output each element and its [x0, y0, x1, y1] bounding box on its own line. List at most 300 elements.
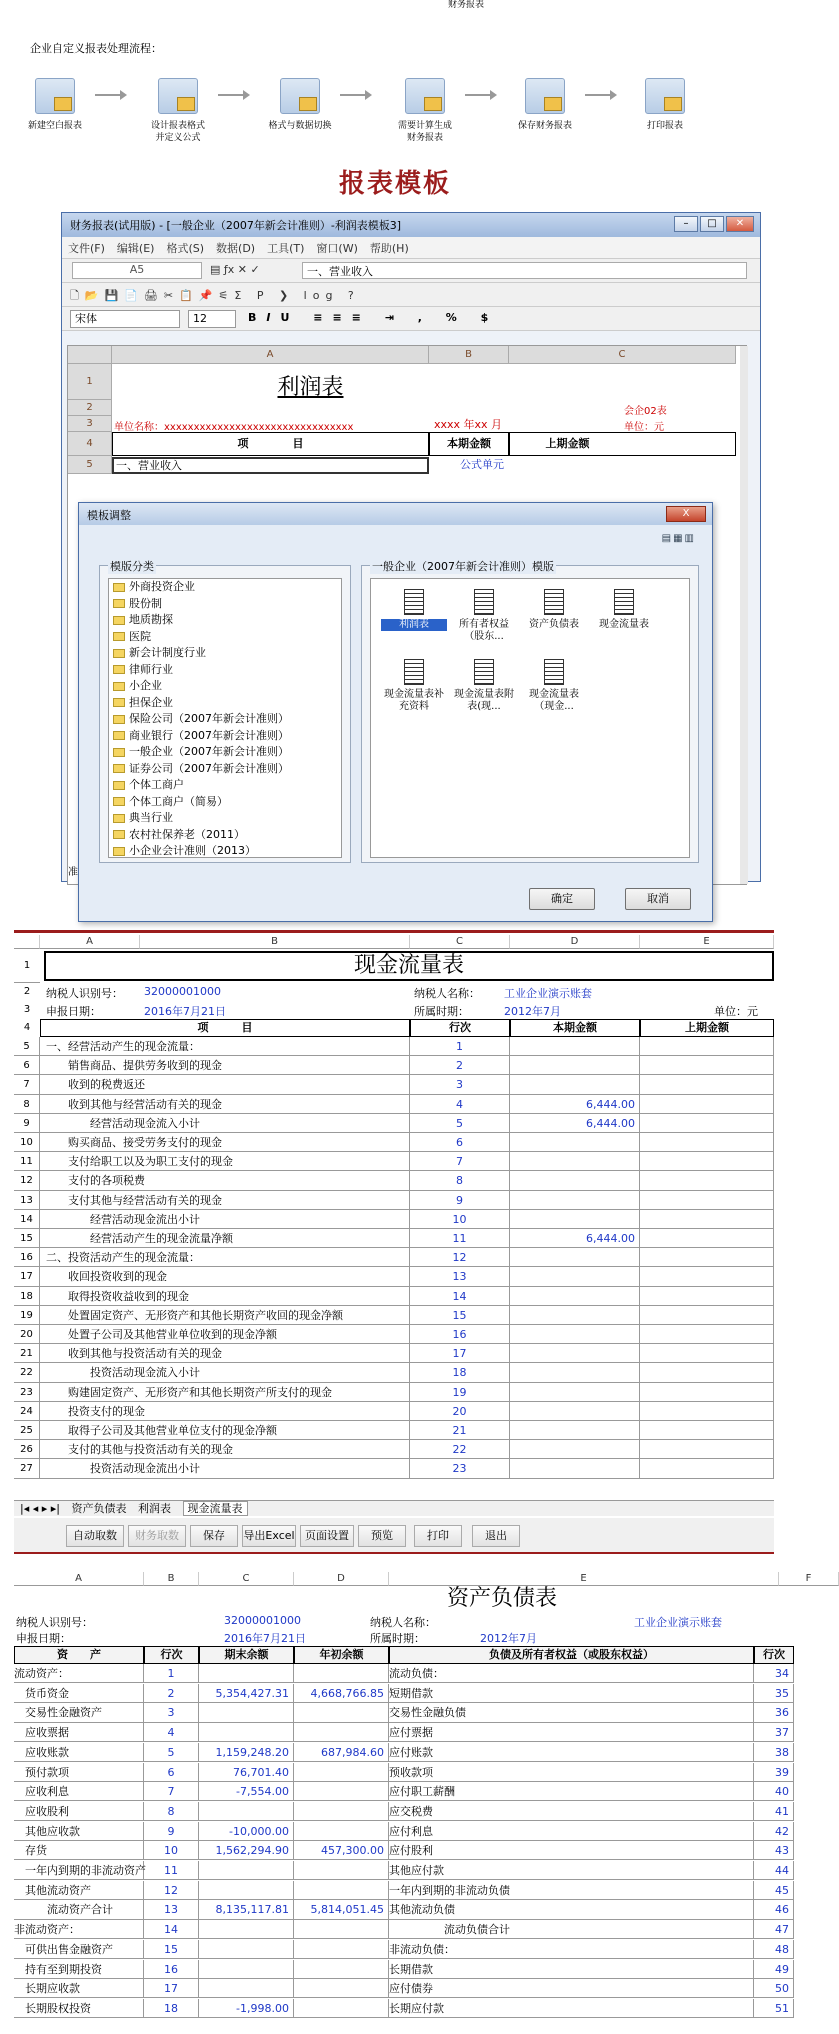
col-header[interactable]: F	[779, 1572, 839, 1586]
prev-cell[interactable]	[640, 1210, 774, 1229]
table-row	[14, 1325, 774, 1344]
balance-cell[interactable]: 16	[144, 1960, 199, 1979]
line-cell[interactable]: 13	[410, 1267, 510, 1286]
line-cell[interactable]: 10	[410, 1210, 510, 1229]
balance-cell[interactable]: 可供出售金融资产	[14, 1940, 144, 1959]
prev-cell[interactable]	[640, 1306, 774, 1325]
balance-cell[interactable]: 4	[144, 1723, 199, 1742]
line-cell[interactable]: 12	[410, 1248, 510, 1267]
category-item[interactable]	[109, 711, 341, 728]
category-label: 模版分类	[110, 560, 154, 573]
fetch-finance-button[interactable]: 财务取数	[128, 1525, 186, 1547]
current-cell[interactable]	[510, 1075, 640, 1094]
cell-reference[interactable]: A5	[72, 262, 202, 279]
line-cell[interactable]: 5	[410, 1114, 510, 1133]
menu-item[interactable]: 工具(T)	[267, 242, 305, 255]
category-item[interactable]	[109, 794, 341, 811]
prev-cell[interactable]	[640, 1095, 774, 1114]
balance-cell[interactable]: 流动负债合计	[389, 1920, 754, 1939]
menu-item[interactable]: 文件(F)	[68, 242, 105, 255]
dialog-close-button[interactable]: X	[666, 506, 706, 522]
balance-cell[interactable]: 6	[144, 1763, 199, 1782]
line-cell[interactable]: 7	[410, 1152, 510, 1171]
balance-cell[interactable]	[199, 1960, 294, 1979]
row-header: 26	[14, 1440, 40, 1459]
tab-cashflow[interactable]: 现金流量表	[183, 1501, 248, 1516]
balance-cell[interactable]: 5,814,051.45	[294, 1900, 389, 1919]
balance-cell[interactable]: 交易性金融负债	[389, 1703, 754, 1722]
balance-cell[interactable]: 51	[754, 1999, 794, 2018]
balance-cell[interactable]: 非流动资产：	[14, 1920, 144, 1939]
balance-cell[interactable]: 其他应收款	[14, 1822, 144, 1841]
template-item[interactable]	[451, 589, 517, 643]
line-cell[interactable]: 20	[410, 1402, 510, 1421]
balance-cell[interactable]: 18	[144, 1999, 199, 2018]
prev-cell[interactable]	[640, 1325, 774, 1344]
category-item[interactable]	[109, 579, 341, 596]
prev-cell[interactable]	[640, 1133, 774, 1152]
balance-cell[interactable]: 12	[144, 1881, 199, 1900]
balance-cell[interactable]: 存货	[14, 1841, 144, 1860]
balance-cell[interactable]: 应付票据	[389, 1723, 754, 1742]
balance-cell[interactable]: 44	[754, 1861, 794, 1880]
menu-item[interactable]: 格式(S)	[166, 242, 205, 255]
formula-input[interactable]: 一、营业收入	[302, 262, 747, 279]
balance-cell[interactable]: 货币资金	[14, 1684, 144, 1703]
balance-cell[interactable]	[294, 1940, 389, 1959]
current-cell[interactable]: 6,444.00	[510, 1229, 640, 1248]
balance-cell[interactable]: 15	[144, 1940, 199, 1959]
current-cell[interactable]	[510, 1267, 640, 1286]
item-cell[interactable]: 支付的其他与投资活动有关的现金	[40, 1440, 410, 1459]
category-item[interactable]	[109, 678, 341, 695]
balance-cell[interactable]: 457,300.00	[294, 1841, 389, 1860]
line-cell[interactable]: 18	[410, 1363, 510, 1382]
prev-cell[interactable]	[640, 1171, 774, 1190]
balance-cell[interactable]: -10,000.00	[199, 1822, 294, 1841]
line-cell[interactable]: 21	[410, 1421, 510, 1440]
balance-cell[interactable]: 34	[754, 1664, 794, 1683]
menu-item[interactable]: 帮助(H)	[369, 242, 409, 255]
item-cell[interactable]: 经营活动现金流入小计	[40, 1114, 410, 1133]
current-cell[interactable]	[510, 1248, 640, 1267]
balance-cell[interactable]	[294, 1999, 389, 2018]
item-cell[interactable]: 二、投资活动产生的现金流量：	[40, 1248, 410, 1267]
item-cell[interactable]: 支付给职工以及为职工支付的现金	[40, 1152, 410, 1171]
current-cell[interactable]	[510, 1171, 640, 1190]
col-header[interactable]: D	[294, 1572, 389, 1586]
formula-icons[interactable]: ▤ ƒx ✕ ✓	[210, 263, 260, 276]
tab-profit[interactable]: 利润表	[138, 1502, 171, 1515]
current-cell[interactable]	[510, 1191, 640, 1210]
balance-cell[interactable]	[199, 1979, 294, 1998]
table-row	[14, 1440, 774, 1459]
category-item[interactable]	[109, 662, 341, 679]
style-buttons[interactable]: BIU ≡≡≡ ⇥ , % $	[248, 311, 499, 324]
balance-cell[interactable]: 17	[144, 1979, 199, 1998]
line-cell[interactable]: 11	[410, 1229, 510, 1248]
col-header[interactable]: A	[40, 935, 140, 949]
balance-cell[interactable]: 10	[144, 1841, 199, 1860]
document-icon	[544, 589, 564, 615]
col-header[interactable]: A	[14, 1572, 144, 1586]
current-cell[interactable]	[510, 1440, 640, 1459]
prev-cell[interactable]	[640, 1191, 774, 1210]
balance-cell[interactable]	[294, 1703, 389, 1722]
cancel-button[interactable]: 取消	[625, 888, 691, 910]
current-cell[interactable]	[510, 1037, 640, 1056]
balance-cell[interactable]: -7,554.00	[199, 1782, 294, 1801]
balance-cell[interactable]	[294, 1979, 389, 1998]
col-header[interactable]: C	[410, 935, 510, 949]
current-cell[interactable]	[510, 1325, 640, 1344]
taxpayer-id: 32000001000	[224, 1614, 301, 1627]
prev-cell[interactable]	[640, 1267, 774, 1286]
item-cell[interactable]: 经营活动产生的现金流量净额	[40, 1229, 410, 1248]
balance-cell[interactable]: 8,135,117.81	[199, 1900, 294, 1919]
unit-label: 单位：元	[624, 422, 664, 433]
balance-cell[interactable]: 应付职工薪酬	[389, 1782, 754, 1801]
balance-cell[interactable]: 应付股利	[389, 1841, 754, 1860]
prev-cell[interactable]	[640, 1440, 774, 1459]
balance-cell[interactable]: 一年内到期的非流动负债	[389, 1881, 754, 1900]
col-header[interactable]: E	[640, 935, 774, 949]
balance-cell[interactable]: 短期借款	[389, 1684, 754, 1703]
category-item[interactable]	[109, 645, 341, 662]
current-cell[interactable]	[510, 1383, 640, 1402]
item-cell[interactable]: 经营活动现金流出小计	[40, 1210, 410, 1229]
item-cell[interactable]: 支付的各项税费	[40, 1171, 410, 1190]
template-item[interactable]	[591, 589, 657, 631]
balance-cell[interactable]: 50	[754, 1979, 794, 1998]
balance-cell[interactable]	[199, 1861, 294, 1880]
prev-cell[interactable]	[640, 1383, 774, 1402]
item-cell[interactable]: 销售商品、提供劳务收到的现金	[40, 1056, 410, 1075]
category-item[interactable]	[109, 827, 341, 844]
line-cell[interactable]: 23	[410, 1459, 510, 1478]
balance-cell[interactable]	[199, 1703, 294, 1722]
balance-cell[interactable]: 37	[754, 1723, 794, 1742]
line-cell[interactable]: 4	[410, 1095, 510, 1114]
vertical-scrollbar[interactable]	[740, 346, 748, 884]
balance-cell[interactable]: 5,354,427.31	[199, 1684, 294, 1703]
balance-cell[interactable]: 长期股权投资	[14, 1999, 144, 2018]
line-cell[interactable]: 1	[410, 1037, 510, 1056]
menu-item[interactable]: 窗口(W)	[316, 242, 358, 255]
tab-nav-icons[interactable]: |◂ ◂ ▸ ▸|	[20, 1502, 60, 1515]
category-item[interactable]	[109, 728, 341, 745]
current-cell[interactable]	[510, 1306, 640, 1325]
line-cell[interactable]: 14	[410, 1287, 510, 1306]
maximize-button[interactable]: □	[700, 216, 724, 232]
balance-cell[interactable]: 76,701.40	[199, 1763, 294, 1782]
balance-cell[interactable]: 应收账款	[14, 1743, 144, 1762]
prev-cell[interactable]	[640, 1114, 774, 1133]
template-group	[361, 560, 699, 863]
balance-cell[interactable]: 非流动负债：	[389, 1940, 754, 1959]
balance-cell[interactable]	[294, 1861, 389, 1880]
balance-cell[interactable]: 7	[144, 1782, 199, 1801]
balance-cell[interactable]: 长期借款	[389, 1960, 754, 1979]
action-button[interactable]: 打印	[414, 1525, 462, 1547]
item-cell[interactable]: 收到的税费返还	[40, 1075, 410, 1094]
unit-label: 单位：元	[714, 1005, 758, 1018]
balance-cell[interactable]: 1,562,294.90	[199, 1841, 294, 1860]
balance-cell[interactable]: 46	[754, 1900, 794, 1919]
category-item[interactable]	[109, 629, 341, 646]
current-cell[interactable]	[510, 1421, 640, 1440]
balance-cell[interactable]: 1,159,248.20	[199, 1743, 294, 1762]
balance-cell[interactable]: 3	[144, 1703, 199, 1722]
menu-item[interactable]: 编辑(E)	[116, 242, 155, 255]
balance-cell[interactable]: 应付账款	[389, 1743, 754, 1762]
balance-cell[interactable]: 应付债券	[389, 1979, 754, 1998]
balance-cell[interactable]	[199, 1802, 294, 1821]
balance-cell[interactable]: 5	[144, 1743, 199, 1762]
category-item[interactable]	[109, 810, 341, 827]
balance-cell[interactable]	[294, 1920, 389, 1939]
balance-cell[interactable]	[294, 1822, 389, 1841]
prev-cell[interactable]	[640, 1248, 774, 1267]
current-cell[interactable]	[510, 1402, 640, 1421]
prev-cell[interactable]	[640, 1402, 774, 1421]
template-item[interactable]	[521, 659, 587, 713]
line-cell[interactable]: 22	[410, 1440, 510, 1459]
balance-cell[interactable]: 41	[754, 1802, 794, 1821]
category-label: 农村社保养老（2011）	[129, 827, 245, 841]
balance-cell[interactable]: 43	[754, 1841, 794, 1860]
item-cell[interactable]: 投资支付的现金	[40, 1402, 410, 1421]
balance-cell[interactable]: 2	[144, 1684, 199, 1703]
balance-cell[interactable]: 13	[144, 1900, 199, 1919]
category-item[interactable]	[109, 596, 341, 613]
action-button[interactable]: 预览	[358, 1525, 406, 1547]
item-cell[interactable]: 取得投资收益收到的现金	[40, 1287, 410, 1306]
balance-cell[interactable]: 687,984.60	[294, 1743, 389, 1762]
balance-cell[interactable]: 预付款项	[14, 1763, 144, 1782]
balance-cell[interactable]: 11	[144, 1861, 199, 1880]
current-cell[interactable]	[510, 1344, 640, 1363]
balance-cell[interactable]: 预收款项	[389, 1763, 754, 1782]
table-row	[14, 1900, 790, 1919]
balance-cell[interactable]: 9	[144, 1822, 199, 1841]
menu-item[interactable]: 数据(D)	[216, 242, 256, 255]
item-cell[interactable]: 收到其他与投资活动有关的现金	[40, 1344, 410, 1363]
item-cell[interactable]: 收到其他与经营活动有关的现金	[40, 1095, 410, 1114]
template-item[interactable]	[451, 659, 517, 713]
current-cell[interactable]: 6,444.00	[510, 1114, 640, 1133]
formula-cell[interactable]: 公式单元	[460, 458, 504, 471]
minimize-button[interactable]: –	[674, 216, 698, 232]
line-cell[interactable]: 16	[410, 1325, 510, 1344]
balance-cell[interactable]: 交易性金融资产	[14, 1703, 144, 1722]
template-item[interactable]	[521, 589, 587, 631]
balance-cell[interactable]	[199, 1881, 294, 1900]
col-header[interactable]: C	[199, 1572, 294, 1586]
balance-cell[interactable]: 其他应付款	[389, 1861, 754, 1880]
action-button[interactable]: 保存	[190, 1525, 238, 1547]
balance-cell[interactable]: 14	[144, 1920, 199, 1939]
col-header[interactable]: B	[144, 1572, 199, 1586]
line-cell[interactable]: 3	[410, 1075, 510, 1094]
balance-cell[interactable]: -1,998.00	[199, 1999, 294, 2018]
prev-cell[interactable]	[640, 1287, 774, 1306]
balance-cell[interactable]: 8	[144, 1802, 199, 1821]
balance-cell[interactable]	[294, 1664, 389, 1683]
line-cell[interactable]: 17	[410, 1344, 510, 1363]
prev-cell[interactable]	[640, 1459, 774, 1478]
balance-cell[interactable]: 流动资产：	[14, 1664, 144, 1683]
balance-cell[interactable]: 应收股利	[14, 1802, 144, 1821]
current-cell[interactable]	[510, 1459, 640, 1478]
balance-cell[interactable]: 1	[144, 1664, 199, 1683]
item-cell[interactable]: 处置固定资产、无形资产和其他长期资产收回的现金净额	[40, 1306, 410, 1325]
balance-cell[interactable]: 一年内到期的非流动资产	[14, 1861, 144, 1880]
row-header: 12	[14, 1171, 40, 1190]
item-cell[interactable]: 购买商品、接受劳务支付的现金	[40, 1133, 410, 1152]
balance-cell[interactable]: 流动资产合计	[14, 1900, 144, 1919]
selected-cell[interactable]: 一、营业收入	[112, 457, 429, 474]
template-list[interactable]	[370, 578, 690, 858]
balance-cell[interactable]	[294, 1782, 389, 1801]
balance-cell[interactable]	[294, 1802, 389, 1821]
balance-cell[interactable]: 45	[754, 1881, 794, 1900]
balance-cell[interactable]: 47	[754, 1920, 794, 1939]
category-list[interactable]	[108, 578, 342, 858]
col-header[interactable]: A	[112, 346, 429, 364]
item-cell[interactable]: 取得子公司及其他营业单位支付的现金净额	[40, 1421, 410, 1440]
folder-icon	[113, 764, 125, 773]
current-cell[interactable]	[510, 1133, 640, 1152]
col-header[interactable]: D	[510, 935, 640, 949]
line-cell[interactable]: 19	[410, 1383, 510, 1402]
col-header[interactable]: B	[140, 935, 410, 949]
view-mode-icons[interactable]: ▤▦▥	[661, 533, 696, 544]
template-item[interactable]	[381, 659, 447, 713]
balance-cell[interactable]	[294, 1881, 389, 1900]
balance-cell[interactable]: 38	[754, 1743, 794, 1762]
category-item[interactable]	[109, 744, 341, 761]
balance-cell[interactable]: 应交税费	[389, 1802, 754, 1821]
flow-step-icon	[405, 78, 445, 114]
action-button[interactable]: 页面设置	[300, 1525, 354, 1547]
row-header[interactable]: 1	[68, 364, 112, 400]
current-cell[interactable]	[510, 1287, 640, 1306]
balance-cell[interactable]	[199, 1940, 294, 1959]
balance-cell[interactable]: 长期应付款	[389, 1999, 754, 2018]
balance-cell[interactable]: 长期应收款	[14, 1979, 144, 1998]
row-header[interactable]: 3	[68, 416, 112, 432]
balance-cell[interactable]	[199, 1664, 294, 1683]
row-header: 2	[23, 986, 31, 997]
col-header[interactable]: E	[389, 1572, 779, 1586]
prev-cell[interactable]	[640, 1075, 774, 1094]
size-select[interactable]: 12	[188, 310, 236, 328]
action-button[interactable]: 导出Excel	[242, 1525, 296, 1547]
action-button[interactable]: 退出	[472, 1525, 520, 1547]
prev-cell[interactable]	[640, 1152, 774, 1171]
balance-cell[interactable]: 40	[754, 1782, 794, 1801]
tab-balance[interactable]: 资产负债表	[71, 1502, 127, 1515]
balance-cell[interactable]: 39	[754, 1763, 794, 1782]
line-cell[interactable]: 2	[410, 1056, 510, 1075]
balance-cell[interactable]: 应收利息	[14, 1782, 144, 1801]
balance-cell[interactable]: 49	[754, 1960, 794, 1979]
balance-cell[interactable]	[199, 1920, 294, 1939]
col-header[interactable]: B	[429, 346, 509, 364]
current-cell[interactable]	[510, 1152, 640, 1171]
row-header: 7	[14, 1075, 40, 1094]
category-item[interactable]	[109, 695, 341, 712]
row-header[interactable]: 5	[68, 456, 112, 474]
row-header[interactable]: 2	[68, 400, 112, 416]
balance-cell[interactable]: 其他流动负债	[389, 1900, 754, 1919]
balance-cell[interactable]: 36	[754, 1703, 794, 1722]
prev-cell[interactable]	[640, 1229, 774, 1248]
category-item[interactable]	[109, 777, 341, 794]
item-cell[interactable]: 投资活动现金流入小计	[40, 1363, 410, 1382]
balance-cell[interactable]: 42	[754, 1822, 794, 1841]
prev-cell[interactable]	[640, 1056, 774, 1075]
prev-cell[interactable]	[640, 1363, 774, 1382]
balance-cell[interactable]: 35	[754, 1684, 794, 1703]
item-cell[interactable]: 购建固定资产、无形资产和其他长期资产所支付的现金	[40, 1383, 410, 1402]
prev-cell[interactable]	[640, 1421, 774, 1440]
template-item[interactable]	[381, 589, 447, 631]
col-header[interactable]: C	[509, 346, 736, 364]
header-current: 本期金额	[510, 1019, 640, 1037]
standard-toolbar[interactable]: 🗋📂💾📄🖨✂📋📌⚟Σ P ❯ log ?	[62, 283, 760, 307]
document-icon	[474, 589, 494, 615]
balance-cell[interactable]	[294, 1723, 389, 1742]
item-cell[interactable]: 收回投资收到的现金	[40, 1267, 410, 1286]
prev-cell[interactable]	[640, 1037, 774, 1056]
row-header[interactable]: 4	[68, 432, 112, 456]
item-cell[interactable]: 一、经营活动产生的现金流量：	[40, 1037, 410, 1056]
balance-cell[interactable]	[199, 1723, 294, 1742]
ok-button[interactable]: 确定	[529, 888, 595, 910]
balance-cell[interactable]: 应收票据	[14, 1723, 144, 1742]
item-cell[interactable]: 处置子公司及其他营业单位收到的现金净额	[40, 1325, 410, 1344]
balance-cell[interactable]: 流动负债：	[389, 1664, 754, 1683]
line-cell[interactable]: 6	[410, 1133, 510, 1152]
current-cell[interactable]: 6,444.00	[510, 1095, 640, 1114]
balance-cell[interactable]: 应付利息	[389, 1822, 754, 1841]
prev-cell[interactable]	[640, 1344, 774, 1363]
balance-cell[interactable]	[294, 1960, 389, 1979]
line-cell[interactable]: 9	[410, 1191, 510, 1210]
balance-cell[interactable]: 48	[754, 1940, 794, 1959]
current-cell[interactable]	[510, 1056, 640, 1075]
category-item[interactable]	[109, 843, 341, 860]
item-cell[interactable]: 支付其他与经营活动有关的现金	[40, 1191, 410, 1210]
current-cell[interactable]	[510, 1363, 640, 1382]
action-button[interactable]: 自动取数	[66, 1525, 124, 1547]
current-cell[interactable]	[510, 1210, 640, 1229]
item-cell[interactable]: 投资活动现金流出小计	[40, 1459, 410, 1478]
font-select[interactable]: 宋体	[70, 310, 180, 328]
balance-cell[interactable]: 持有至到期投资	[14, 1960, 144, 1979]
line-cell[interactable]: 15	[410, 1306, 510, 1325]
category-item[interactable]	[109, 761, 341, 778]
line-cell[interactable]: 8	[410, 1171, 510, 1190]
balance-cell[interactable]	[294, 1763, 389, 1782]
category-item[interactable]	[109, 612, 341, 629]
close-button[interactable]: ✕	[726, 216, 754, 232]
balance-cell[interactable]: 4,668,766.85	[294, 1684, 389, 1703]
document-icon	[474, 659, 494, 685]
balance-cell[interactable]: 其他流动资产	[14, 1881, 144, 1900]
